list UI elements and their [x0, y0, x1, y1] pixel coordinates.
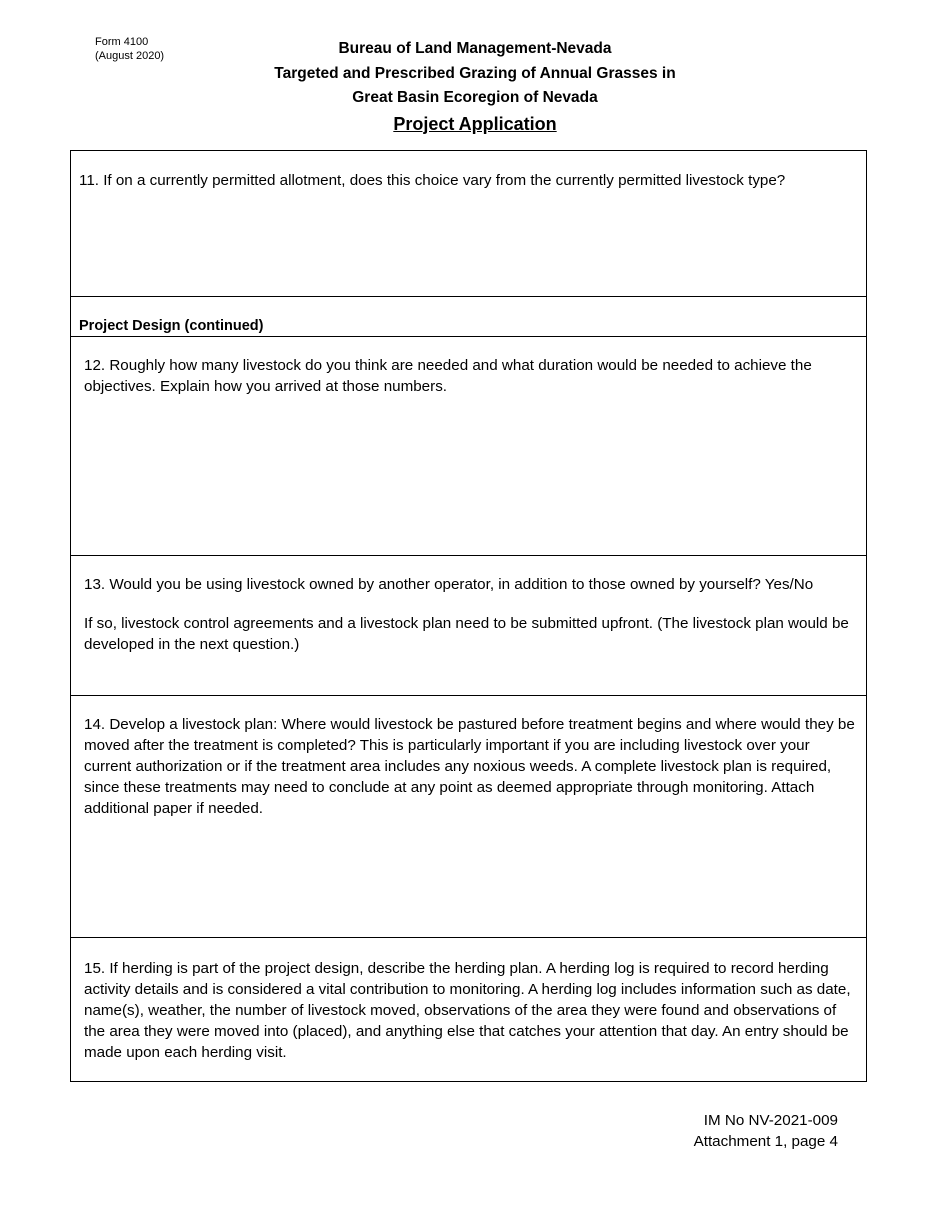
- question-12-text: 12. Roughly how many livestock do you think are needed and what duration would be needed to achieve the objectives. Explain how you arrived at those numbers.: [84, 357, 812, 395]
- question-15-text: 15. If herding is part of the project design, describe the herding plan. A herding log is required to record herding activity details and is considered a vital contribution to monitoring. A herding log includes information such as date, name(s), weather, the number of livestock moved, observations of the area they were found and observations of the area they were moved into (placed), and anything else that catches your attention that day. An entry should be made upon each herding visit.: [84, 960, 851, 1061]
- application-form-table: [70, 150, 867, 1082]
- question-11-field[interactable]: [71, 151, 866, 296]
- page-title: Project Application: [393, 113, 557, 134]
- question-13-field[interactable]: [71, 555, 866, 695]
- question-14-field[interactable]: [71, 695, 866, 937]
- form-date: (August 2020): [95, 50, 165, 62]
- form-number: Form 4100: [95, 36, 149, 48]
- question-12-field[interactable]: [71, 336, 866, 555]
- question-11-text: 11. If on a currently permitted allotment, does this choice vary from the currently permitted livestock type?: [79, 172, 786, 189]
- im-number: IM No NV-2021-009: [703, 1112, 838, 1129]
- page-header: [0, 37, 950, 137]
- page-footer: [694, 1110, 838, 1152]
- attachment-page: Attachment 1, page 4: [693, 1133, 838, 1150]
- header-program: Targeted and Prescribed Grazing of Annual Grasses in: [274, 64, 676, 82]
- question-14-text: 14. Develop a livestock plan: Where would livestock be pastured before treatment begins and where would they be moved after the treatment is completed? This is particularly important if you are including livestock over your current authorization or if the treatment area includes any noxious weeds. A complete livestock plan is required, since these treatments may need to conclude at any point as deemed appropriate through monitoring. Attach additional paper if needed.: [84, 716, 855, 817]
- question-13-text: 13. Would you be using livestock owned by another operator, in addition to those owned by yourself? Yes/No: [84, 576, 814, 593]
- question-15-field[interactable]: [71, 937, 866, 1081]
- header-agency: Bureau of Land Management-Nevada: [338, 40, 612, 57]
- question-13-note: If so, livestock control agreements and a livestock plan need to be submitted upfront. (The livestock plan would be developed in the next question.): [84, 615, 849, 653]
- header-region: Great Basin Ecoregion of Nevada: [352, 89, 598, 106]
- section-header: Project Design (continued): [71, 296, 866, 336]
